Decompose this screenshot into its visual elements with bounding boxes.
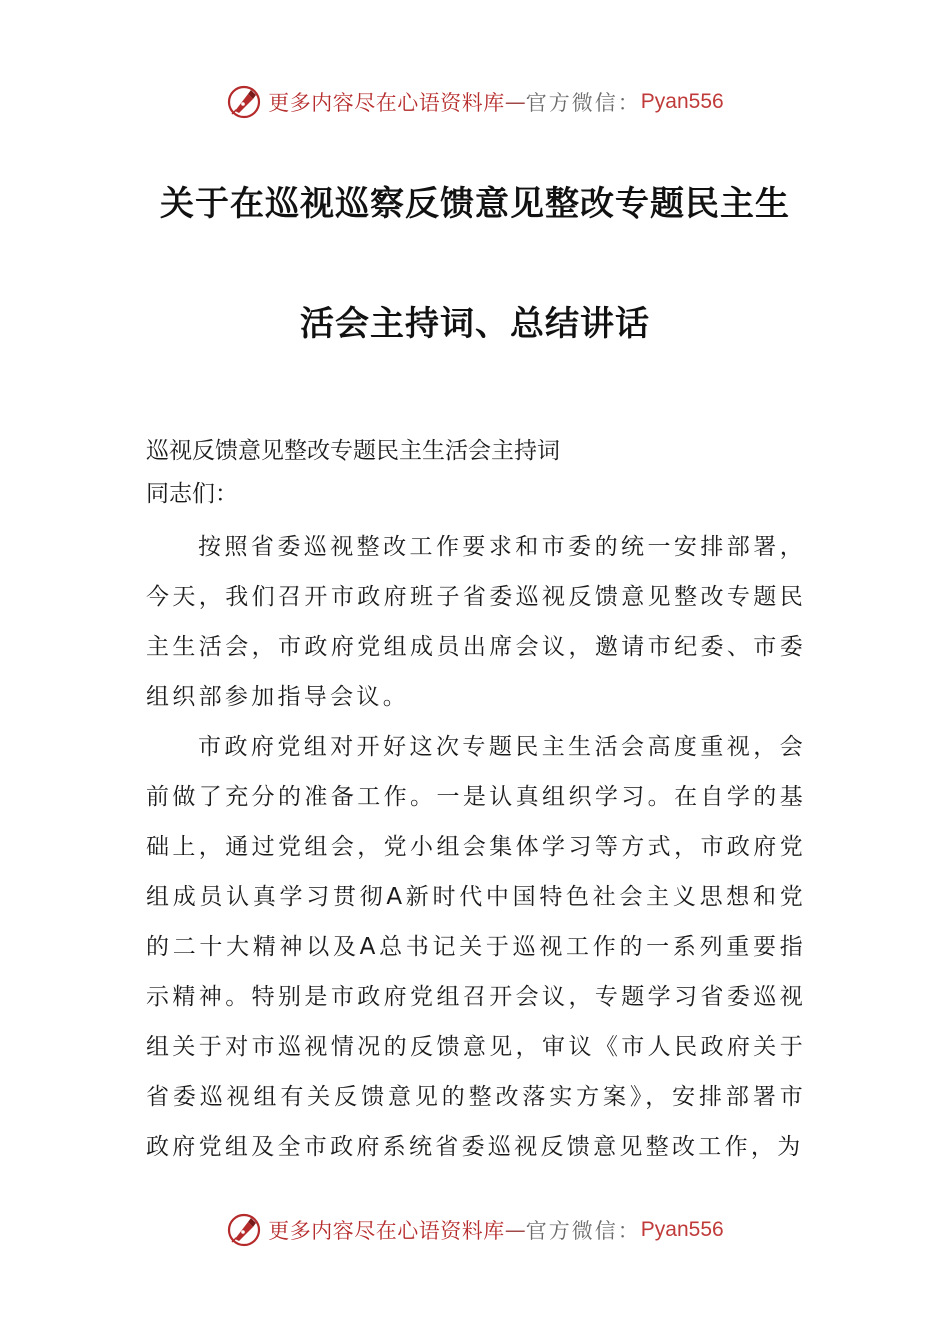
header-watermark <box>0 80 950 124</box>
paragraph-1: 按照省委巡视整改工作要求和市委的统一安排部署，今天，我们召开市政府班子省委巡视反馈意见整改专题民主生活会，市政府党组成员出席会议，邀请市纪委、市委组织部参加指导会议。 <box>146 534 806 710</box>
document-body <box>146 430 806 1172</box>
pen-nib-logo-icon <box>226 84 262 120</box>
watermark-wechat-label: 官方微信： <box>525 1219 641 1243</box>
paragraph-2: 市政府党组对开好这次专题民主生活会高度重视，会前做了充分的准备工作。一是认真组织学习。在自学的基础上，通过党组会，党小组会集体学习等方式，市政府党组成员认真学习贯彻A新时代中国特色社会主义思想和党的二十大精神以及A总书记关于巡视工作的一系列重要指示精神。特别是市政府党组召开会议，专题学习省委巡视组关于对市巡视情况的反馈意见，审议《市人民政府关于省委巡视组有关反馈意见的整改落实方案》，安排部署市政府党组及全市政府系统省委巡视反馈意见整改工作，为 <box>146 734 806 1160</box>
watermark-wechat-id: Pyan556 <box>640 90 724 113</box>
watermark-dash: — <box>504 1218 526 1242</box>
document-title-line-1: 关于在巡视巡察反馈意见整改专题民主生 <box>160 184 790 224</box>
document-subtitle: 巡视反馈意见整改专题民主生活会主持词 <box>146 438 560 464</box>
pen-nib-logo-icon <box>226 1212 262 1248</box>
watermark-dash: — <box>504 90 526 114</box>
document-title-line-2: 活会主持词、总结讲话 <box>300 304 650 344</box>
footer-watermark <box>0 1208 950 1252</box>
watermark-brand-text: 更多内容尽在心语资料库 <box>268 91 505 115</box>
watermark-wechat-label: 官方微信： <box>525 91 641 115</box>
watermark-wechat-id: Pyan556 <box>640 1218 724 1241</box>
salutation: 同志们： <box>146 481 238 507</box>
watermark-brand-text: 更多内容尽在心语资料库 <box>268 1219 505 1243</box>
